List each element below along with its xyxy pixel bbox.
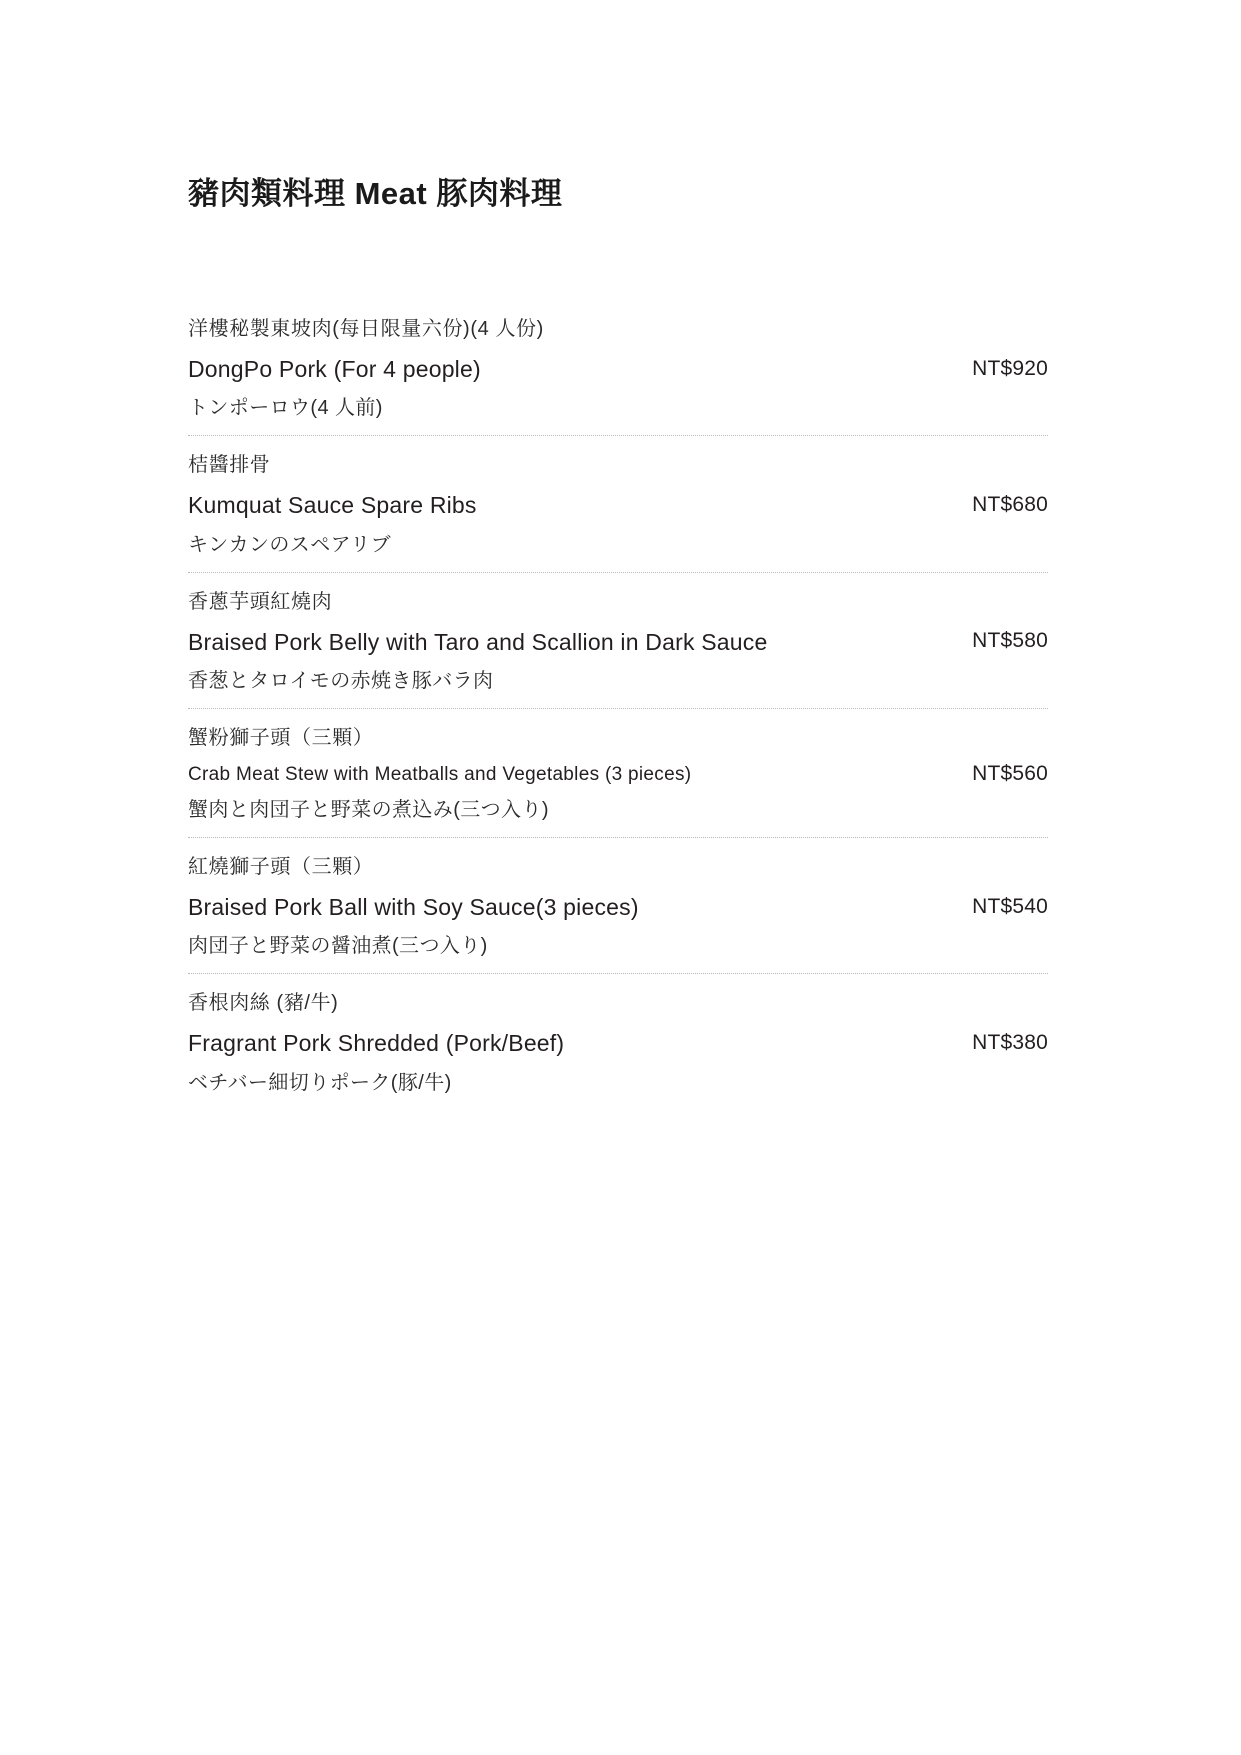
item-name-ja: ベチバー細切りポーク(豚/牛)	[188, 1071, 452, 1094]
page-title: 豬肉類料理 Meat 豚肉料理	[188, 176, 563, 211]
item-names	[188, 446, 928, 563]
item-price: NT$580	[972, 629, 1048, 653]
item-name-zh: 紅燒獅子頭（三顆）	[188, 856, 374, 879]
item-name-en: Kumquat Sauce Spare Ribs	[188, 492, 477, 519]
item-name-en: Braised Pork Ball with Soy Sauce(3 pieces)	[188, 894, 639, 921]
item-names	[188, 848, 928, 965]
menu-item-list	[188, 300, 1048, 1110]
item-name-ja: キンカンのスペアリブ	[188, 533, 391, 556]
item-price: NT$680	[972, 493, 1048, 517]
item-price: NT$380	[972, 1031, 1048, 1055]
item-names	[188, 583, 928, 700]
menu-container	[188, 175, 1048, 1110]
item-price: NT$540	[972, 894, 1048, 918]
item-name-en: DongPo Pork (For 4 people)	[188, 356, 481, 383]
item-name-en: Braised Pork Belly with Taro and Scallion in Dark Sauce	[188, 628, 768, 655]
item-names	[188, 984, 928, 1101]
item-price: NT$920	[972, 356, 1048, 380]
list-item	[188, 974, 1048, 1109]
list-item	[188, 709, 1048, 838]
item-price: NT$560	[972, 762, 1048, 786]
list-item	[188, 300, 1048, 436]
item-name-zh: 香蔥芋頭紅燒肉	[188, 590, 333, 613]
list-item	[188, 838, 1048, 974]
list-item	[188, 436, 1048, 572]
item-name-ja: 肉団子と野菜の醤油煮(三つ入り)	[188, 935, 488, 958]
item-names	[188, 719, 928, 829]
item-names	[188, 310, 928, 427]
item-name-ja: 蟹肉と肉団子と野菜の煮込み(三つ入り)	[188, 799, 549, 822]
item-name-ja: トンポーロウ(4 人前)	[188, 397, 383, 420]
item-name-zh: 香根肉絲 (豬/牛)	[188, 992, 339, 1015]
item-name-en: Crab Meat Stew with Meatballs and Vegetables (3 pieces)	[188, 763, 692, 785]
item-name-zh: 桔醬排骨	[188, 454, 271, 477]
item-name-zh: 蟹粉獅子頭（三顆）	[188, 726, 374, 749]
item-name-ja: 香葱とタロイモの赤焼き豚バラ肉	[188, 669, 494, 692]
item-name-zh: 洋樓秘製東坡肉(每日限量六份)(4 人份)	[188, 318, 544, 341]
list-item	[188, 573, 1048, 709]
item-name-en: Fragrant Pork Shredded (Pork/Beef)	[188, 1030, 565, 1057]
